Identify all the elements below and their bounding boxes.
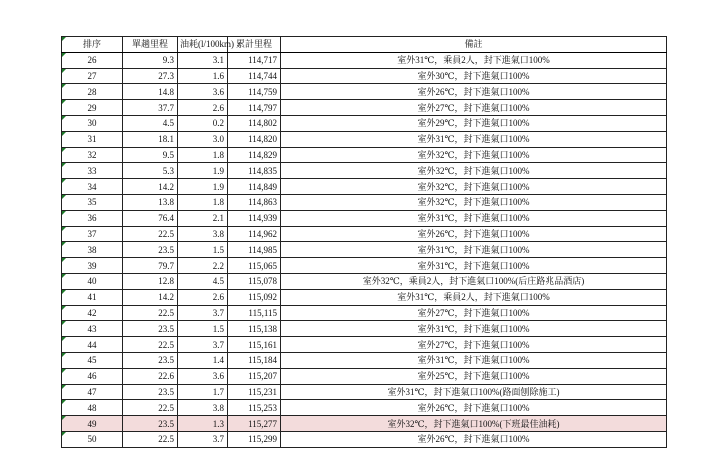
fuel-consumption-cell[interactable]: 3.8 <box>178 226 228 242</box>
column-header-trip-distance[interactable]: 單趟里程 <box>123 37 178 53</box>
order-cell[interactable] <box>62 210 123 226</box>
order-value: 34 <box>87 181 97 192</box>
table-row <box>62 400 667 416</box>
mileage-log-table <box>61 36 667 448</box>
remarks-cell[interactable]: 室外31℃，封下進氣口100% <box>281 242 667 258</box>
table-row <box>62 179 667 195</box>
trip-distance-cell[interactable]: 9.5 <box>123 147 178 163</box>
order-value: 33 <box>87 165 97 176</box>
cell-marker-icon <box>62 432 66 436</box>
trip-distance-cell[interactable]: 14.2 <box>123 179 178 195</box>
fuel-consumption-cell[interactable]: 3.7 <box>178 337 228 353</box>
column-header-order[interactable]: 排序 <box>62 37 123 53</box>
fuel-consumption-cell[interactable]: 1.9 <box>178 163 228 179</box>
cell-marker-icon <box>62 385 66 389</box>
table-row <box>62 273 667 289</box>
cumulative-mileage-cell[interactable]: 115,184 <box>228 352 281 368</box>
order-value: 40 <box>87 276 97 287</box>
order-value: 43 <box>87 323 97 334</box>
cumulative-mileage-cell[interactable]: 115,078 <box>228 273 281 289</box>
cell-marker-icon <box>62 369 66 373</box>
order-value: 31 <box>87 134 97 145</box>
order-value: 28 <box>87 86 97 97</box>
order-cell[interactable] <box>62 179 123 195</box>
fuel-consumption-cell[interactable]: 3.6 <box>178 84 228 100</box>
table-row <box>62 337 667 353</box>
trip-distance-cell[interactable]: 23.5 <box>123 384 178 400</box>
cumulative-mileage-cell[interactable]: 114,985 <box>228 242 281 258</box>
order-cell[interactable] <box>62 337 123 353</box>
fuel-consumption-cell[interactable]: 3.0 <box>178 131 228 147</box>
order-value: 32 <box>87 149 97 160</box>
order-cell[interactable] <box>62 289 123 305</box>
order-cell[interactable] <box>62 163 123 179</box>
order-value: 29 <box>87 102 97 113</box>
cumulative-mileage-cell[interactable]: 114,829 <box>228 147 281 163</box>
order-cell[interactable] <box>62 131 123 147</box>
order-cell[interactable] <box>62 226 123 242</box>
table-row <box>62 52 667 68</box>
remarks-cell[interactable]: 室外31℃，封下進氣口100%(路面刨除施工) <box>281 384 667 400</box>
order-value: 46 <box>87 371 97 382</box>
order-cell[interactable] <box>62 115 123 131</box>
order-cell[interactable] <box>62 384 123 400</box>
cell-marker-icon <box>62 195 66 199</box>
fuel-consumption-cell[interactable]: 3.1 <box>178 52 228 68</box>
cumulative-mileage-cell[interactable]: 115,277 <box>228 416 281 432</box>
trip-distance-cell[interactable]: 27.3 <box>123 68 178 84</box>
trip-distance-cell[interactable]: 13.8 <box>123 194 178 210</box>
cumulative-mileage-cell[interactable]: 115,207 <box>228 368 281 384</box>
table-row <box>62 226 667 242</box>
cell-marker-icon <box>62 132 66 136</box>
table-row <box>62 210 667 226</box>
order-value: 49 <box>87 418 97 429</box>
fuel-consumption-cell[interactable]: 1.3 <box>178 416 228 432</box>
table-row <box>62 258 667 274</box>
cell-marker-icon <box>62 353 66 357</box>
remarks-cell[interactable]: 室外26℃，封下進氣口100% <box>281 431 667 447</box>
fuel-consumption-cell[interactable]: 3.7 <box>178 305 228 321</box>
order-value: 35 <box>87 197 97 208</box>
table-row <box>62 289 667 305</box>
cumulative-mileage-cell[interactable]: 115,092 <box>228 289 281 305</box>
remarks-cell[interactable]: 室外27℃，封下進氣口100% <box>281 100 667 116</box>
remarks-cell[interactable]: 室外32℃，封下進氣口100% <box>281 194 667 210</box>
cumulative-mileage-cell[interactable]: 114,849 <box>228 179 281 195</box>
cell-marker-icon <box>62 148 66 152</box>
fuel-consumption-cell[interactable]: 1.5 <box>178 242 228 258</box>
table-row <box>62 147 667 163</box>
table-row <box>62 115 667 131</box>
cell-marker-icon <box>62 163 66 167</box>
cell-marker-icon <box>62 321 66 325</box>
trip-distance-cell[interactable]: 22.5 <box>123 337 178 353</box>
remarks-cell[interactable]: 室外31℃，乘員2人，封下進氣口100% <box>281 52 667 68</box>
order-cell[interactable] <box>62 100 123 116</box>
order-value: 30 <box>87 118 97 129</box>
order-cell[interactable] <box>62 52 123 68</box>
column-header-cumulative-mileage[interactable]: 累計里程 <box>228 37 281 53</box>
remarks-cell[interactable]: 室外26℃，封下進氣口100% <box>281 400 667 416</box>
order-value: 42 <box>87 307 97 318</box>
cell-marker-icon <box>62 306 66 310</box>
cell-marker-icon <box>62 100 66 104</box>
fuel-consumption-cell[interactable]: 1.8 <box>178 194 228 210</box>
order-cell[interactable] <box>62 368 123 384</box>
table-row <box>62 100 667 116</box>
fuel-consumption-cell[interactable]: 2.1 <box>178 210 228 226</box>
order-cell[interactable] <box>62 194 123 210</box>
order-cell[interactable] <box>62 147 123 163</box>
trip-distance-cell[interactable]: 9.3 <box>123 52 178 68</box>
cell-marker-icon <box>62 227 66 231</box>
remarks-cell[interactable]: 室外30℃，封下進氣口100% <box>281 68 667 84</box>
trip-distance-cell[interactable]: 23.5 <box>123 242 178 258</box>
cell-marker-icon <box>62 274 66 278</box>
fuel-consumption-cell[interactable]: 0.2 <box>178 115 228 131</box>
order-value: 27 <box>87 70 97 81</box>
trip-distance-cell[interactable]: 4.5 <box>123 115 178 131</box>
table-row <box>62 416 667 432</box>
fuel-consumption-cell[interactable]: 1.8 <box>178 147 228 163</box>
trip-distance-cell[interactable]: 23.5 <box>123 352 178 368</box>
cumulative-mileage-cell[interactable]: 114,717 <box>228 52 281 68</box>
order-value: 39 <box>87 260 97 271</box>
remarks-cell[interactable]: 室外32℃，封下進氣口100% <box>281 147 667 163</box>
cumulative-mileage-cell[interactable]: 114,939 <box>228 210 281 226</box>
table-row <box>62 131 667 147</box>
column-header-fuel-consumption[interactable]: 油耗(l/100km) <box>178 37 228 53</box>
cumulative-mileage-cell[interactable]: 115,115 <box>228 305 281 321</box>
table-row <box>62 384 667 400</box>
trip-distance-cell[interactable]: 37.7 <box>123 100 178 116</box>
table-row <box>62 68 667 84</box>
remarks-cell[interactable]: 室外32℃，封下進氣口100% <box>281 163 667 179</box>
order-cell[interactable] <box>62 68 123 84</box>
cumulative-mileage-cell[interactable]: 115,065 <box>228 258 281 274</box>
remarks-cell[interactable]: 室外29℃，封下進氣口100% <box>281 115 667 131</box>
trip-distance-cell[interactable]: 14.2 <box>123 289 178 305</box>
order-value: 48 <box>87 402 97 413</box>
cumulative-mileage-cell[interactable]: 114,820 <box>228 131 281 147</box>
trip-distance-cell[interactable]: 14.8 <box>123 84 178 100</box>
header-row <box>62 37 667 53</box>
spreadsheet <box>61 36 666 448</box>
remarks-cell[interactable]: 室外31℃，封下進氣口100% <box>281 352 667 368</box>
cumulative-mileage-cell[interactable]: 115,299 <box>228 431 281 447</box>
order-cell[interactable] <box>62 352 123 368</box>
order-cell[interactable] <box>62 258 123 274</box>
fuel-consumption-cell[interactable]: 1.9 <box>178 179 228 195</box>
fuel-consumption-cell[interactable]: 1.6 <box>178 68 228 84</box>
cell-marker-icon <box>62 290 66 294</box>
order-cell[interactable] <box>62 400 123 416</box>
cell-marker-icon <box>62 211 66 215</box>
remarks-cell[interactable]: 室外31℃，乘員2人，封下進氣口100% <box>281 289 667 305</box>
cumulative-mileage-cell[interactable]: 114,802 <box>228 115 281 131</box>
column-header-remarks[interactable]: 備註 <box>281 37 667 53</box>
order-cell[interactable] <box>62 273 123 289</box>
trip-distance-cell[interactable]: 79.7 <box>123 258 178 274</box>
cell-marker-icon <box>62 37 66 41</box>
remarks-cell[interactable]: 室外26℃，封下進氣口100% <box>281 226 667 242</box>
table-row <box>62 431 667 447</box>
table-row <box>62 368 667 384</box>
remarks-cell[interactable]: 室外25℃，封下進氣口100% <box>281 368 667 384</box>
remarks-cell[interactable]: 室外31℃，封下進氣口100% <box>281 131 667 147</box>
order-cell[interactable] <box>62 431 123 447</box>
cumulative-mileage-cell[interactable]: 114,863 <box>228 194 281 210</box>
remarks-cell[interactable]: 室外32℃，封下進氣口100% <box>281 179 667 195</box>
trip-distance-cell[interactable]: 12.8 <box>123 273 178 289</box>
remarks-cell[interactable]: 室外27℃，封下進氣口100% <box>281 305 667 321</box>
cell-marker-icon <box>62 69 66 73</box>
cell-marker-icon <box>62 242 66 246</box>
order-value: 36 <box>87 213 97 224</box>
remarks-cell[interactable]: 室外32℃，乘員2人，封下進氣口100%(后庄路兆品酒店) <box>281 273 667 289</box>
trip-distance-cell[interactable]: 22.5 <box>123 226 178 242</box>
trip-distance-cell[interactable]: 18.1 <box>123 131 178 147</box>
cell-marker-icon <box>62 179 66 183</box>
fuel-consumption-cell[interactable]: 2.2 <box>178 258 228 274</box>
trip-distance-cell[interactable]: 76.4 <box>123 210 178 226</box>
order-value: 37 <box>87 228 97 239</box>
table-row <box>62 352 667 368</box>
cell-marker-icon <box>62 53 66 57</box>
remarks-cell[interactable]: 室外27℃，封下進氣口100% <box>281 337 667 353</box>
table-row <box>62 321 667 337</box>
trip-distance-cell[interactable]: 22.5 <box>123 400 178 416</box>
cumulative-mileage-cell[interactable]: 115,138 <box>228 321 281 337</box>
cell-marker-icon <box>62 400 66 404</box>
trip-distance-cell[interactable]: 5.3 <box>123 163 178 179</box>
cumulative-mileage-cell[interactable]: 115,231 <box>228 384 281 400</box>
order-cell[interactable] <box>62 416 123 432</box>
table-row <box>62 163 667 179</box>
fuel-consumption-cell[interactable]: 1.7 <box>178 384 228 400</box>
cell-marker-icon <box>62 416 66 420</box>
table-row <box>62 242 667 258</box>
cumulative-mileage-cell[interactable]: 114,744 <box>228 68 281 84</box>
cell-marker-icon <box>62 258 66 262</box>
order-value: 45 <box>87 355 97 366</box>
table-row <box>62 84 667 100</box>
order-value: 44 <box>87 339 97 350</box>
trip-distance-cell[interactable]: 22.5 <box>123 305 178 321</box>
cumulative-mileage-cell[interactable]: 115,161 <box>228 337 281 353</box>
remarks-cell[interactable]: 室外31℃，封下進氣口100% <box>281 210 667 226</box>
fuel-consumption-cell[interactable]: 2.6 <box>178 100 228 116</box>
cell-marker-icon <box>62 116 66 120</box>
trip-distance-cell[interactable]: 23.5 <box>123 416 178 432</box>
fuel-consumption-cell[interactable]: 3.7 <box>178 431 228 447</box>
fuel-consumption-cell[interactable]: 3.6 <box>178 368 228 384</box>
order-cell[interactable] <box>62 305 123 321</box>
table-row <box>62 305 667 321</box>
order-value: 50 <box>87 434 97 445</box>
cell-marker-icon <box>62 84 66 88</box>
order-cell[interactable] <box>62 242 123 258</box>
cumulative-mileage-cell[interactable]: 114,759 <box>228 84 281 100</box>
order-value: 38 <box>87 244 97 255</box>
fuel-consumption-cell[interactable]: 4.5 <box>178 273 228 289</box>
table-row <box>62 194 667 210</box>
cumulative-mileage-cell[interactable]: 114,962 <box>228 226 281 242</box>
cumulative-mileage-cell[interactable]: 114,835 <box>228 163 281 179</box>
trip-distance-cell[interactable]: 22.5 <box>123 431 178 447</box>
trip-distance-cell[interactable]: 22.6 <box>123 368 178 384</box>
order-value: 47 <box>87 386 97 397</box>
order-value: 26 <box>87 55 97 66</box>
remarks-cell[interactable]: 室外32℃，封下進氣口100%(下班最佳油耗) <box>281 416 667 432</box>
order-cell[interactable] <box>62 321 123 337</box>
order-cell[interactable] <box>62 84 123 100</box>
fuel-consumption-cell[interactable]: 1.4 <box>178 352 228 368</box>
cumulative-mileage-cell[interactable]: 115,253 <box>228 400 281 416</box>
cumulative-mileage-cell[interactable]: 114,797 <box>228 100 281 116</box>
remarks-cell[interactable]: 室外31℃，封下進氣口100% <box>281 258 667 274</box>
remarks-cell[interactable]: 室外31℃，封下進氣口100% <box>281 321 667 337</box>
order-value: 41 <box>87 292 97 303</box>
fuel-consumption-cell[interactable]: 1.5 <box>178 321 228 337</box>
fuel-consumption-cell[interactable]: 3.8 <box>178 400 228 416</box>
cell-marker-icon <box>62 337 66 341</box>
trip-distance-cell[interactable]: 23.5 <box>123 321 178 337</box>
remarks-cell[interactable]: 室外26℃，封下進氣口100% <box>281 84 667 100</box>
fuel-consumption-cell[interactable]: 2.6 <box>178 289 228 305</box>
